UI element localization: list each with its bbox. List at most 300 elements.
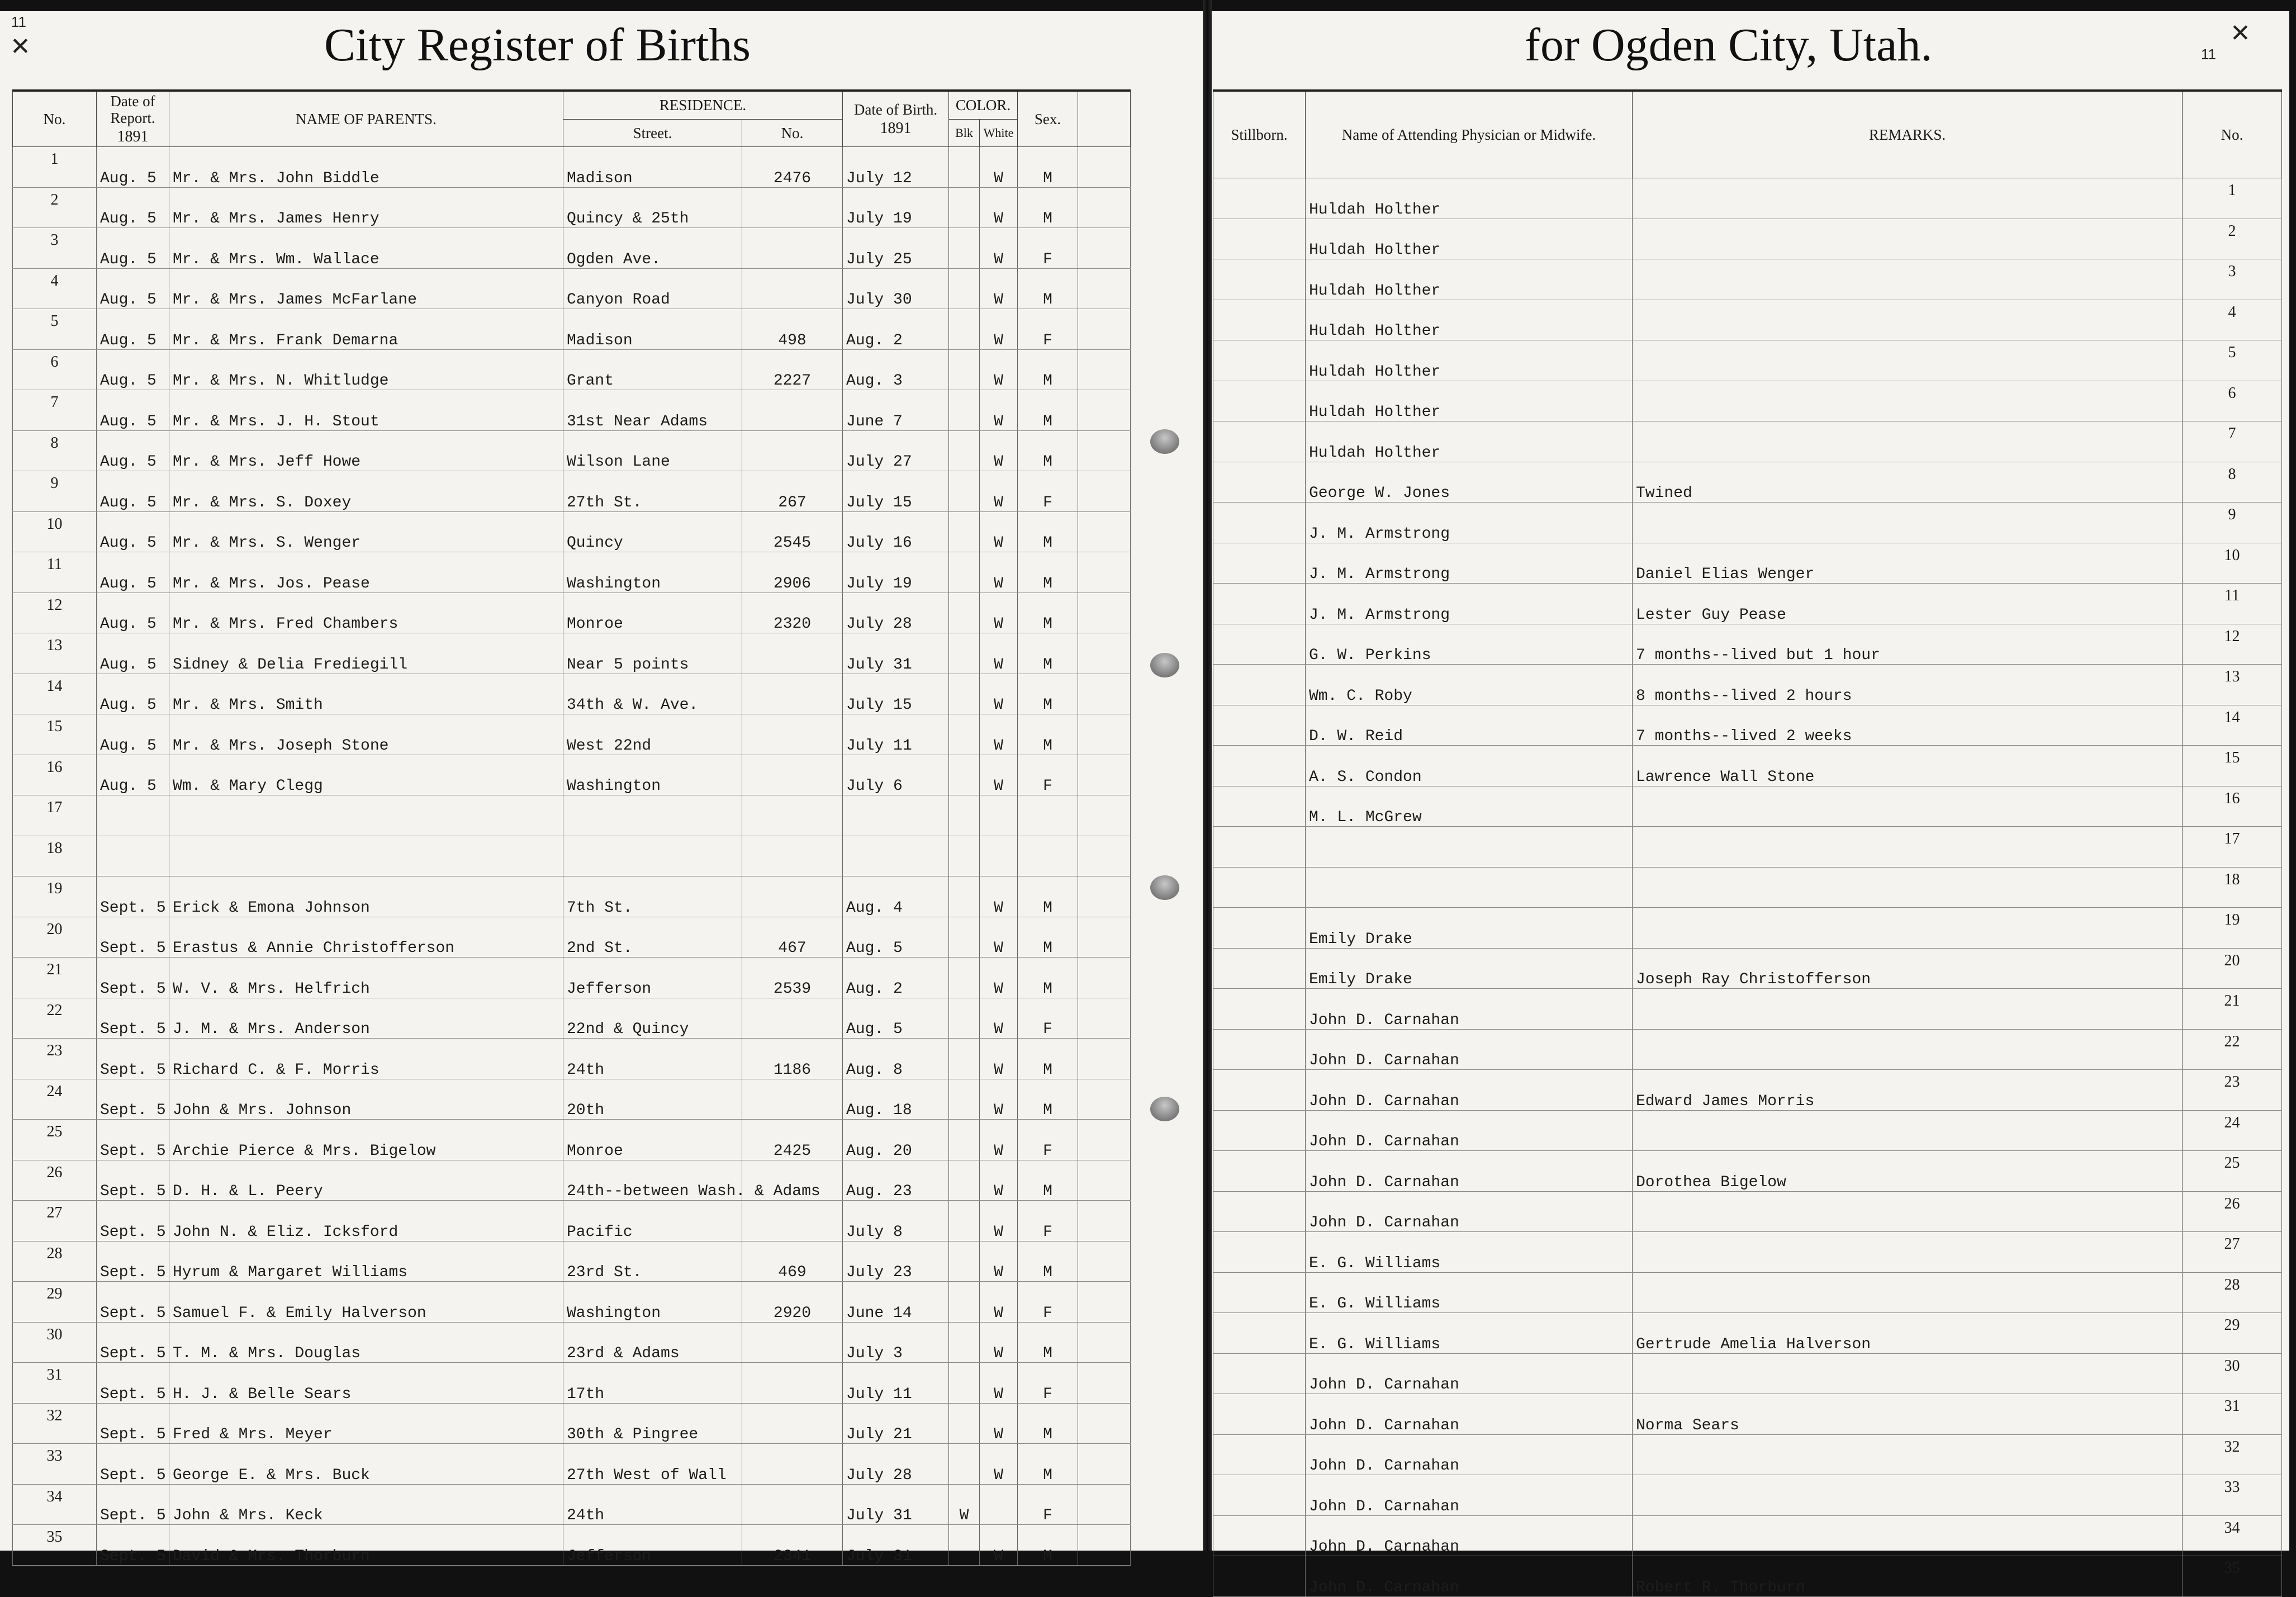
entry-number: 20 xyxy=(13,917,97,958)
table-row xyxy=(13,1322,1131,1363)
date-of-birth-cell: June 14 xyxy=(843,1282,949,1323)
sex-cell: M xyxy=(1018,1403,1078,1444)
date-of-birth-cell: Aug. 18 xyxy=(843,1079,949,1120)
sex-cell: F xyxy=(1018,309,1078,350)
stillborn-cell xyxy=(1213,948,1306,989)
color-white-cell: W xyxy=(980,593,1018,633)
entry-number: 21 xyxy=(13,958,97,998)
street-cell: Grant xyxy=(563,349,742,390)
stillborn-cell xyxy=(1213,989,1306,1030)
street-number-cell xyxy=(742,390,843,431)
color-blk-cell xyxy=(949,268,980,309)
blank-cell xyxy=(1078,1241,1131,1282)
physician-cell: Emily Drake xyxy=(1306,948,1633,989)
color-blk-cell xyxy=(949,1363,980,1404)
entry-number: 15 xyxy=(13,714,97,755)
table-row xyxy=(13,1363,1131,1404)
street-number-cell: 467 xyxy=(742,917,843,958)
parents-name-cell: W. V. & Mrs. Helfrich xyxy=(169,958,563,998)
street-cell: Quincy & 25th xyxy=(563,187,742,228)
blank-cell xyxy=(1078,795,1131,836)
stillborn-cell xyxy=(1213,462,1306,503)
table-row xyxy=(13,268,1131,309)
entry-number: 19 xyxy=(13,876,97,917)
color-white-cell: W xyxy=(980,430,1018,471)
color-blk-cell xyxy=(949,187,980,228)
color-blk-cell xyxy=(949,552,980,593)
entry-number: 11 xyxy=(13,552,97,593)
remarks-cell xyxy=(1633,300,2183,340)
date-of-birth-cell: July 8 xyxy=(843,1201,949,1241)
blank-cell xyxy=(1078,958,1131,998)
stillborn-cell xyxy=(1213,1556,1306,1597)
color-white-cell: W xyxy=(980,1039,1018,1079)
blank-cell xyxy=(1078,309,1131,350)
entry-number: 27 xyxy=(13,1201,97,1241)
header-residence: RESIDENCE. xyxy=(563,91,843,119)
physician-cell: John D. Carnahan xyxy=(1306,1070,1633,1111)
date-of-report-cell: Aug. 5 xyxy=(97,228,169,269)
table-row xyxy=(1213,867,2282,908)
color-white-cell: W xyxy=(980,1525,1018,1566)
entry-number: 25 xyxy=(2183,1151,2282,1192)
entry-number: 16 xyxy=(13,755,97,795)
sex-cell: M xyxy=(1018,1079,1078,1120)
street-number-cell xyxy=(742,1444,843,1485)
blank-cell xyxy=(1078,268,1131,309)
entry-number: 26 xyxy=(2183,1191,2282,1232)
color-white-cell: W xyxy=(980,1241,1018,1282)
stillborn-cell xyxy=(1213,178,1306,219)
parents-name-cell: Samuel F. & Emily Halverson xyxy=(169,1282,563,1323)
blank-cell xyxy=(1078,1079,1131,1120)
street-number-cell xyxy=(742,633,843,674)
color-white-cell: W xyxy=(980,1403,1018,1444)
physician-cell: G. W. Perkins xyxy=(1306,624,1633,665)
remarks-cell xyxy=(1633,827,2183,868)
street-cell: 27th West of Wall xyxy=(563,1444,742,1485)
blank-cell xyxy=(1078,390,1131,431)
table-row xyxy=(1213,259,2282,300)
color-white-cell: W xyxy=(980,755,1018,795)
sex-cell: F xyxy=(1018,1363,1078,1404)
parents-name-cell: T. M. & Mrs. Douglas xyxy=(169,1322,563,1363)
color-white-cell: W xyxy=(980,268,1018,309)
table-row xyxy=(13,552,1131,593)
table-row xyxy=(13,958,1131,998)
stillborn-cell xyxy=(1213,584,1306,624)
date-of-report-cell: Sept. 5 xyxy=(97,1039,169,1079)
remarks-cell xyxy=(1633,178,2183,219)
color-blk-cell xyxy=(949,471,980,512)
blank-cell xyxy=(1078,917,1131,958)
parents-name-cell: D. H. & L. Peery xyxy=(169,1160,563,1201)
remarks-cell xyxy=(1633,259,2183,300)
remarks-cell: Gertrude Amelia Halverson xyxy=(1633,1313,2183,1354)
sex-cell: M xyxy=(1018,958,1078,998)
street-number-cell: 1186 xyxy=(742,1039,843,1079)
street-cell: 7th St. xyxy=(563,876,742,917)
physician-cell: A. S. Condon xyxy=(1306,746,1633,786)
blank-cell xyxy=(1078,430,1131,471)
street-cell: 34th & W. Ave. xyxy=(563,674,742,714)
date-of-report-cell: Aug. 5 xyxy=(97,674,169,714)
color-blk-cell: W xyxy=(949,1484,980,1525)
date-of-birth-cell: July 28 xyxy=(843,1444,949,1485)
entry-number: 17 xyxy=(2183,827,2282,868)
date-of-birth-cell: July 31 xyxy=(843,633,949,674)
color-blk-cell xyxy=(949,1039,980,1079)
table-row xyxy=(1213,1515,2282,1556)
street-cell: 23rd & Adams xyxy=(563,1322,742,1363)
blank-cell xyxy=(1078,593,1131,633)
table-row xyxy=(1213,1110,2282,1151)
street-cell: 2nd St. xyxy=(563,917,742,958)
right-corner-x-mark: ✕ xyxy=(2230,20,2251,47)
remarks-cell xyxy=(1633,219,2183,259)
left-page-title: City Register of Births xyxy=(324,19,751,71)
parents-name-cell: Sidney & Delia Frediegill xyxy=(169,633,563,674)
table-row xyxy=(13,1484,1131,1525)
stillborn-cell xyxy=(1213,543,1306,584)
street-number-cell: 2341 xyxy=(742,1525,843,1566)
table-row xyxy=(13,795,1131,836)
blank-cell xyxy=(1078,1322,1131,1363)
date-of-report-cell: Sept. 5 xyxy=(97,1322,169,1363)
table-row xyxy=(13,309,1131,350)
physician-cell: Huldah Holther xyxy=(1306,219,1633,259)
date-of-birth-cell: July 19 xyxy=(843,552,949,593)
entry-number: 17 xyxy=(13,795,97,836)
physician-cell: D. W. Reid xyxy=(1306,705,1633,746)
header-blk: Blk xyxy=(949,119,980,146)
remarks-cell xyxy=(1633,989,2183,1030)
table-row xyxy=(13,511,1131,552)
entry-number: 31 xyxy=(2183,1394,2282,1435)
date-of-birth-cell: Aug. 2 xyxy=(843,958,949,998)
date-of-report-cell: Sept. 5 xyxy=(97,1403,169,1444)
table-row xyxy=(13,147,1131,188)
table-row xyxy=(13,471,1131,512)
stillborn-cell xyxy=(1213,827,1306,868)
table-row xyxy=(13,1444,1131,1485)
color-blk-cell xyxy=(949,511,980,552)
entry-number: 34 xyxy=(2183,1515,2282,1556)
entry-number: 5 xyxy=(13,309,97,350)
street-number-cell xyxy=(742,1079,843,1120)
entry-number: 8 xyxy=(2183,462,2282,503)
street-cell: Ogden Ave. xyxy=(563,228,742,269)
header-no: No. xyxy=(13,91,97,147)
date-of-report-cell: Aug. 5 xyxy=(97,309,169,350)
entry-number: 29 xyxy=(2183,1313,2282,1354)
table-row xyxy=(1213,300,2282,340)
street-cell: 24th--between Wash. & Adams xyxy=(563,1160,742,1201)
entry-number: 15 xyxy=(2183,746,2282,786)
stillborn-cell xyxy=(1213,1434,1306,1475)
physician-cell: Emily Drake xyxy=(1306,908,1633,949)
street-cell: Near 5 points xyxy=(563,633,742,674)
table-row xyxy=(13,998,1131,1039)
physician-cell xyxy=(1306,867,1633,908)
sex-cell: M xyxy=(1018,876,1078,917)
physician-cell: Huldah Holther xyxy=(1306,340,1633,381)
remarks-cell xyxy=(1633,1272,2183,1313)
table-row xyxy=(1213,705,2282,746)
physician-cell: John D. Carnahan xyxy=(1306,1110,1633,1151)
street-number-cell xyxy=(742,1363,843,1404)
street-cell: 24th xyxy=(563,1484,742,1525)
street-cell: Jefferson xyxy=(563,958,742,998)
color-white-cell: W xyxy=(980,674,1018,714)
color-blk-cell xyxy=(949,309,980,350)
table-row xyxy=(1213,1313,2282,1354)
date-of-report-cell: Sept. 5 xyxy=(97,1484,169,1525)
remarks-cell xyxy=(1633,503,2183,543)
date-of-report-cell: Sept. 5 xyxy=(97,1282,169,1323)
street-cell: Washington xyxy=(563,552,742,593)
blank-cell xyxy=(1078,998,1131,1039)
physician-cell xyxy=(1306,827,1633,868)
table-row xyxy=(1213,584,2282,624)
header-date-of-birth-label: Date of Birth. xyxy=(853,101,938,118)
street-number-cell xyxy=(742,998,843,1039)
color-white-cell: W xyxy=(980,147,1018,188)
stillborn-cell xyxy=(1213,421,1306,462)
physician-cell: George W. Jones xyxy=(1306,462,1633,503)
remarks-cell xyxy=(1633,1515,2183,1556)
remarks-cell xyxy=(1633,1029,2183,1070)
stillborn-cell xyxy=(1213,624,1306,665)
book-gutter xyxy=(1203,0,1212,1551)
physician-cell: E. G. Williams xyxy=(1306,1272,1633,1313)
blank-cell xyxy=(1078,755,1131,795)
header-report-year: 1891 xyxy=(117,128,149,145)
header-date-of-report xyxy=(97,91,169,147)
table-row xyxy=(1213,827,2282,868)
parents-name-cell: Erick & Emona Johnson xyxy=(169,876,563,917)
blank-cell xyxy=(1078,1160,1131,1201)
street-cell: Washington xyxy=(563,1282,742,1323)
color-blk-cell xyxy=(949,349,980,390)
remarks-cell: Norma Sears xyxy=(1633,1394,2183,1435)
blank-cell xyxy=(1078,147,1131,188)
stillborn-cell xyxy=(1213,300,1306,340)
street-cell xyxy=(563,836,742,876)
table-row xyxy=(13,1201,1131,1241)
physician-cell: John D. Carnahan xyxy=(1306,1029,1633,1070)
date-of-birth-cell: July 28 xyxy=(843,593,949,633)
entry-number: 28 xyxy=(13,1241,97,1282)
sex-cell: F xyxy=(1018,228,1078,269)
color-white-cell xyxy=(980,795,1018,836)
color-blk-cell xyxy=(949,228,980,269)
stillborn-cell xyxy=(1213,259,1306,300)
parents-name-cell: Archie Pierce & Mrs. Bigelow xyxy=(169,1120,563,1160)
street-number-cell: 2227 xyxy=(742,349,843,390)
color-white-cell: W xyxy=(980,511,1018,552)
stillborn-cell xyxy=(1213,1313,1306,1354)
street-number-cell xyxy=(742,228,843,269)
sex-cell: F xyxy=(1018,998,1078,1039)
right-page-title: for Ogden City, Utah. xyxy=(1525,19,1933,71)
right-register-page xyxy=(1212,11,2289,1596)
sex-cell: F xyxy=(1018,1201,1078,1241)
entry-number: 21 xyxy=(2183,989,2282,1030)
sex-cell: M xyxy=(1018,1525,1078,1566)
date-of-birth-cell: Aug. 2 xyxy=(843,309,949,350)
date-of-birth-cell: July 11 xyxy=(843,1363,949,1404)
date-of-report-cell: Sept. 5 xyxy=(97,917,169,958)
binder-hole xyxy=(1150,653,1179,677)
entry-number: 1 xyxy=(13,147,97,188)
date-of-birth-cell: Aug. 3 xyxy=(843,349,949,390)
color-blk-cell xyxy=(949,958,980,998)
street-cell: 24th xyxy=(563,1039,742,1079)
date-of-birth-cell: July 15 xyxy=(843,471,949,512)
physician-cell: Huldah Holther xyxy=(1306,421,1633,462)
street-number-cell: 498 xyxy=(742,309,843,350)
blank-cell xyxy=(1078,552,1131,593)
remarks-cell: Daniel Elias Wenger xyxy=(1633,543,2183,584)
date-of-report-cell: Aug. 5 xyxy=(97,511,169,552)
table-row xyxy=(13,1241,1131,1282)
parents-name-cell: Mr. & Mrs. S. Wenger xyxy=(169,511,563,552)
street-number-cell xyxy=(742,876,843,917)
table-row xyxy=(13,633,1131,674)
header-street: Street. xyxy=(563,119,742,146)
color-white-cell: W xyxy=(980,1322,1018,1363)
table-row xyxy=(1213,503,2282,543)
sex-cell: M xyxy=(1018,1160,1078,1201)
color-blk-cell xyxy=(949,1444,980,1485)
table-row xyxy=(1213,462,2282,503)
remarks-cell: 8 months--lived 2 hours xyxy=(1633,665,2183,705)
header-right-no: No. xyxy=(2183,91,2282,178)
date-of-birth-cell: Aug. 5 xyxy=(843,917,949,958)
date-of-report-cell: Aug. 5 xyxy=(97,147,169,188)
date-of-report-cell: Sept. 5 xyxy=(97,876,169,917)
color-blk-cell xyxy=(949,1079,980,1120)
header-name-of-parents: NAME OF PARENTS. xyxy=(169,91,563,147)
table-row xyxy=(1213,421,2282,462)
physician-cell: John D. Carnahan xyxy=(1306,1353,1633,1394)
stillborn-cell xyxy=(1213,867,1306,908)
date-of-report-cell: Aug. 5 xyxy=(97,593,169,633)
table-row xyxy=(13,430,1131,471)
color-blk-cell xyxy=(949,998,980,1039)
street-number-cell xyxy=(742,1484,843,1525)
color-blk-cell xyxy=(949,836,980,876)
street-cell: 23rd St. xyxy=(563,1241,742,1282)
header-birth-year: 1891 xyxy=(880,120,912,137)
remarks-cell xyxy=(1633,1110,2183,1151)
remarks-cell xyxy=(1633,381,2183,421)
street-cell: Pacific xyxy=(563,1201,742,1241)
entry-number: 31 xyxy=(13,1363,97,1404)
sex-cell: M xyxy=(1018,1444,1078,1485)
street-number-cell xyxy=(742,187,843,228)
binder-hole xyxy=(1150,429,1179,454)
parents-name-cell: Mr. & Mrs. James McFarlane xyxy=(169,268,563,309)
date-of-report-cell: Aug. 5 xyxy=(97,633,169,674)
sex-cell: M xyxy=(1018,552,1078,593)
color-blk-cell xyxy=(949,795,980,836)
table-row xyxy=(13,917,1131,958)
parents-name-cell: Mr. & Mrs. Smith xyxy=(169,674,563,714)
street-number-cell xyxy=(742,1201,843,1241)
table-row xyxy=(1213,1232,2282,1273)
remarks-cell xyxy=(1633,1434,2183,1475)
blank-cell xyxy=(1078,187,1131,228)
color-blk-cell xyxy=(949,1282,980,1323)
entry-number: 12 xyxy=(13,593,97,633)
stillborn-cell xyxy=(1213,1151,1306,1192)
entry-number: 6 xyxy=(13,349,97,390)
table-row xyxy=(13,836,1131,876)
date-of-report-cell: Aug. 5 xyxy=(97,552,169,593)
entry-number: 27 xyxy=(2183,1232,2282,1273)
sex-cell: M xyxy=(1018,349,1078,390)
table-row xyxy=(13,714,1131,755)
header-date-of-birth xyxy=(843,91,949,147)
entry-number: 12 xyxy=(2183,624,2282,665)
date-of-birth-cell: July 15 xyxy=(843,674,949,714)
parents-name-cell: Mr. & Mrs. Joseph Stone xyxy=(169,714,563,755)
parents-name-cell: David & Mrs. Thorburn xyxy=(169,1525,563,1566)
table-row xyxy=(13,1525,1131,1566)
physician-cell: Huldah Holther xyxy=(1306,259,1633,300)
table-row xyxy=(1213,1353,2282,1394)
date-of-birth-cell: July 27 xyxy=(843,430,949,471)
entry-number: 19 xyxy=(2183,908,2282,949)
physician-cell: Wm. C. Roby xyxy=(1306,665,1633,705)
table-row xyxy=(1213,1556,2282,1597)
color-white-cell: W xyxy=(980,187,1018,228)
physician-cell: E. G. Williams xyxy=(1306,1313,1633,1354)
color-blk-cell xyxy=(949,714,980,755)
date-of-report-cell: Aug. 5 xyxy=(97,390,169,431)
table-row xyxy=(1213,1029,2282,1070)
entry-number: 23 xyxy=(13,1039,97,1079)
parents-name-cell: Mr. & Mrs. N. Whitludge xyxy=(169,349,563,390)
stillborn-cell xyxy=(1213,340,1306,381)
date-of-birth-cell: July 6 xyxy=(843,755,949,795)
entry-number: 5 xyxy=(2183,340,2282,381)
street-cell: Wilson Lane xyxy=(563,430,742,471)
street-number-cell: 267 xyxy=(742,471,843,512)
table-row xyxy=(13,349,1131,390)
date-of-report-cell: Sept. 5 xyxy=(97,1201,169,1241)
table-row xyxy=(13,593,1131,633)
color-blk-cell xyxy=(949,1403,980,1444)
date-of-birth-cell: July 3 xyxy=(843,1322,949,1363)
binder-hole xyxy=(1150,875,1179,900)
sex-cell: M xyxy=(1018,917,1078,958)
date-of-birth-cell: July 25 xyxy=(843,228,949,269)
binder-hole xyxy=(1150,1097,1179,1121)
left-register-page xyxy=(0,11,1203,1565)
date-of-report-cell: Sept. 5 xyxy=(97,958,169,998)
stillborn-cell xyxy=(1213,1353,1306,1394)
entry-number: 10 xyxy=(2183,543,2282,584)
entry-number: 25 xyxy=(13,1120,97,1160)
entry-number: 13 xyxy=(2183,665,2282,705)
parents-name-cell: Mr. & Mrs. Jos. Pease xyxy=(169,552,563,593)
table-row xyxy=(13,755,1131,795)
color-white-cell: W xyxy=(980,1079,1018,1120)
street-number-cell xyxy=(742,1322,843,1363)
